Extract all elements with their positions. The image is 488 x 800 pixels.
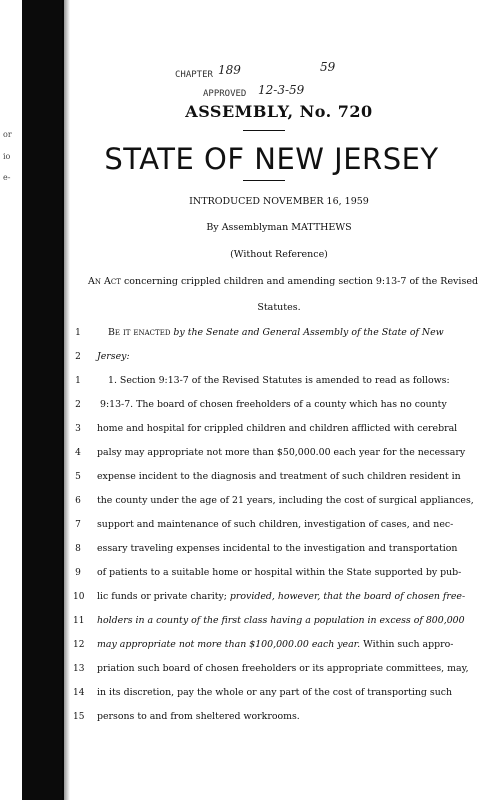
body-line: palsy may appropriate not more than $50,000.00 each year for the necessary <box>97 447 466 458</box>
margin-note: or <box>3 130 12 139</box>
line-number: 11 <box>73 616 85 626</box>
body-line <box>97 591 465 602</box>
body-line: 9:13-7. The board of chosen freeholders of a county which has no county <box>100 399 447 410</box>
proviso-text: may appropriate not more than $100,000.00 each year. <box>97 639 361 650</box>
line-number: 14 <box>73 688 85 698</box>
line-number: 13 <box>73 664 85 674</box>
line-number: 4 <box>75 448 81 458</box>
chapter-number-handwritten: 189 <box>218 63 241 77</box>
chapter-stamp: CHAPTER <box>175 70 213 80</box>
line-number: 1 <box>75 328 81 338</box>
line-number: 10 <box>73 592 85 602</box>
body-line: priation such board of chosen freeholders or its appropriate committees, may, <box>97 663 469 674</box>
line-number: 2 <box>75 352 81 362</box>
margin-note: e- <box>3 173 11 182</box>
line-number: 15 <box>73 712 85 722</box>
line-number: 6 <box>75 496 81 506</box>
enacting-line <box>108 327 444 338</box>
approved-stamp: APPROVED <box>203 89 247 99</box>
year-handwritten: 59 <box>320 60 336 74</box>
enacting-text: by the Senate and General Assembly of the State of New <box>173 327 444 338</box>
body-line: expense incident to the diagnosis and treatment of such children resident in <box>97 471 461 482</box>
line-number: 12 <box>73 640 85 650</box>
divider <box>243 180 285 181</box>
body-line: in its discretion, pay the whole or any part of the cost of transporting such <box>97 687 453 698</box>
body-line <box>97 639 453 650</box>
act-title <box>88 276 478 287</box>
margin-note: io <box>3 152 11 161</box>
state-title: STATE OF NEW JERSEY <box>104 142 439 176</box>
line-number: 9 <box>75 568 81 578</box>
act-title-line2: Statutes. <box>257 302 301 313</box>
act-title-line1: concerning crippled children and amending section 9:13-7 of the Revised <box>123 276 479 287</box>
line-number: 1 <box>75 376 81 386</box>
sponsor: By Assemblyman MATTHEWS <box>206 222 352 233</box>
body-line: persons to and from sheltered workrooms. <box>97 711 300 722</box>
line-number: 3 <box>75 424 81 434</box>
body-line: support and maintenance of such children, investigation of cases, and nec- <box>97 519 454 530</box>
body-line: home and hospital for crippled children and children afflicted with cerebral <box>97 423 458 434</box>
enacting-line: Jersey: <box>97 351 130 362</box>
body-text: lic funds or private charity; <box>97 591 227 602</box>
divider <box>243 130 285 131</box>
line-number: 8 <box>75 544 81 554</box>
body-line: 1. Section 9:13-7 of the Revised Statutes is amended to read as follows: <box>108 375 450 386</box>
introduced-date: INTRODUCED NOVEMBER 16, 1959 <box>189 196 369 207</box>
proviso-line: holders in a county of the first class having a population in excess of 800,000 <box>97 615 465 626</box>
reference: (Without Reference) <box>230 249 328 260</box>
enacting-lead: Be it enacted <box>108 327 171 338</box>
body-line: the county under the age of 21 years, including the cost of surgical appliances, <box>97 495 474 506</box>
line-number: 7 <box>75 520 81 530</box>
line-number: 2 <box>75 400 81 410</box>
approved-date-handwritten: 12-3-59 <box>258 83 305 97</box>
bill-number: ASSEMBLY, No. 720 <box>185 102 373 121</box>
line-number: 5 <box>75 472 81 482</box>
body-line: of patients to a suitable home or hospital within the State supported by pub- <box>97 567 462 578</box>
act-prefix: An Act <box>88 276 121 287</box>
body-text: Within such appro- <box>360 639 454 650</box>
proviso-text: provided, however, that the board of chosen free- <box>229 591 466 602</box>
body-line: essary traveling expenses incidental to the investigation and transportation <box>97 543 458 554</box>
